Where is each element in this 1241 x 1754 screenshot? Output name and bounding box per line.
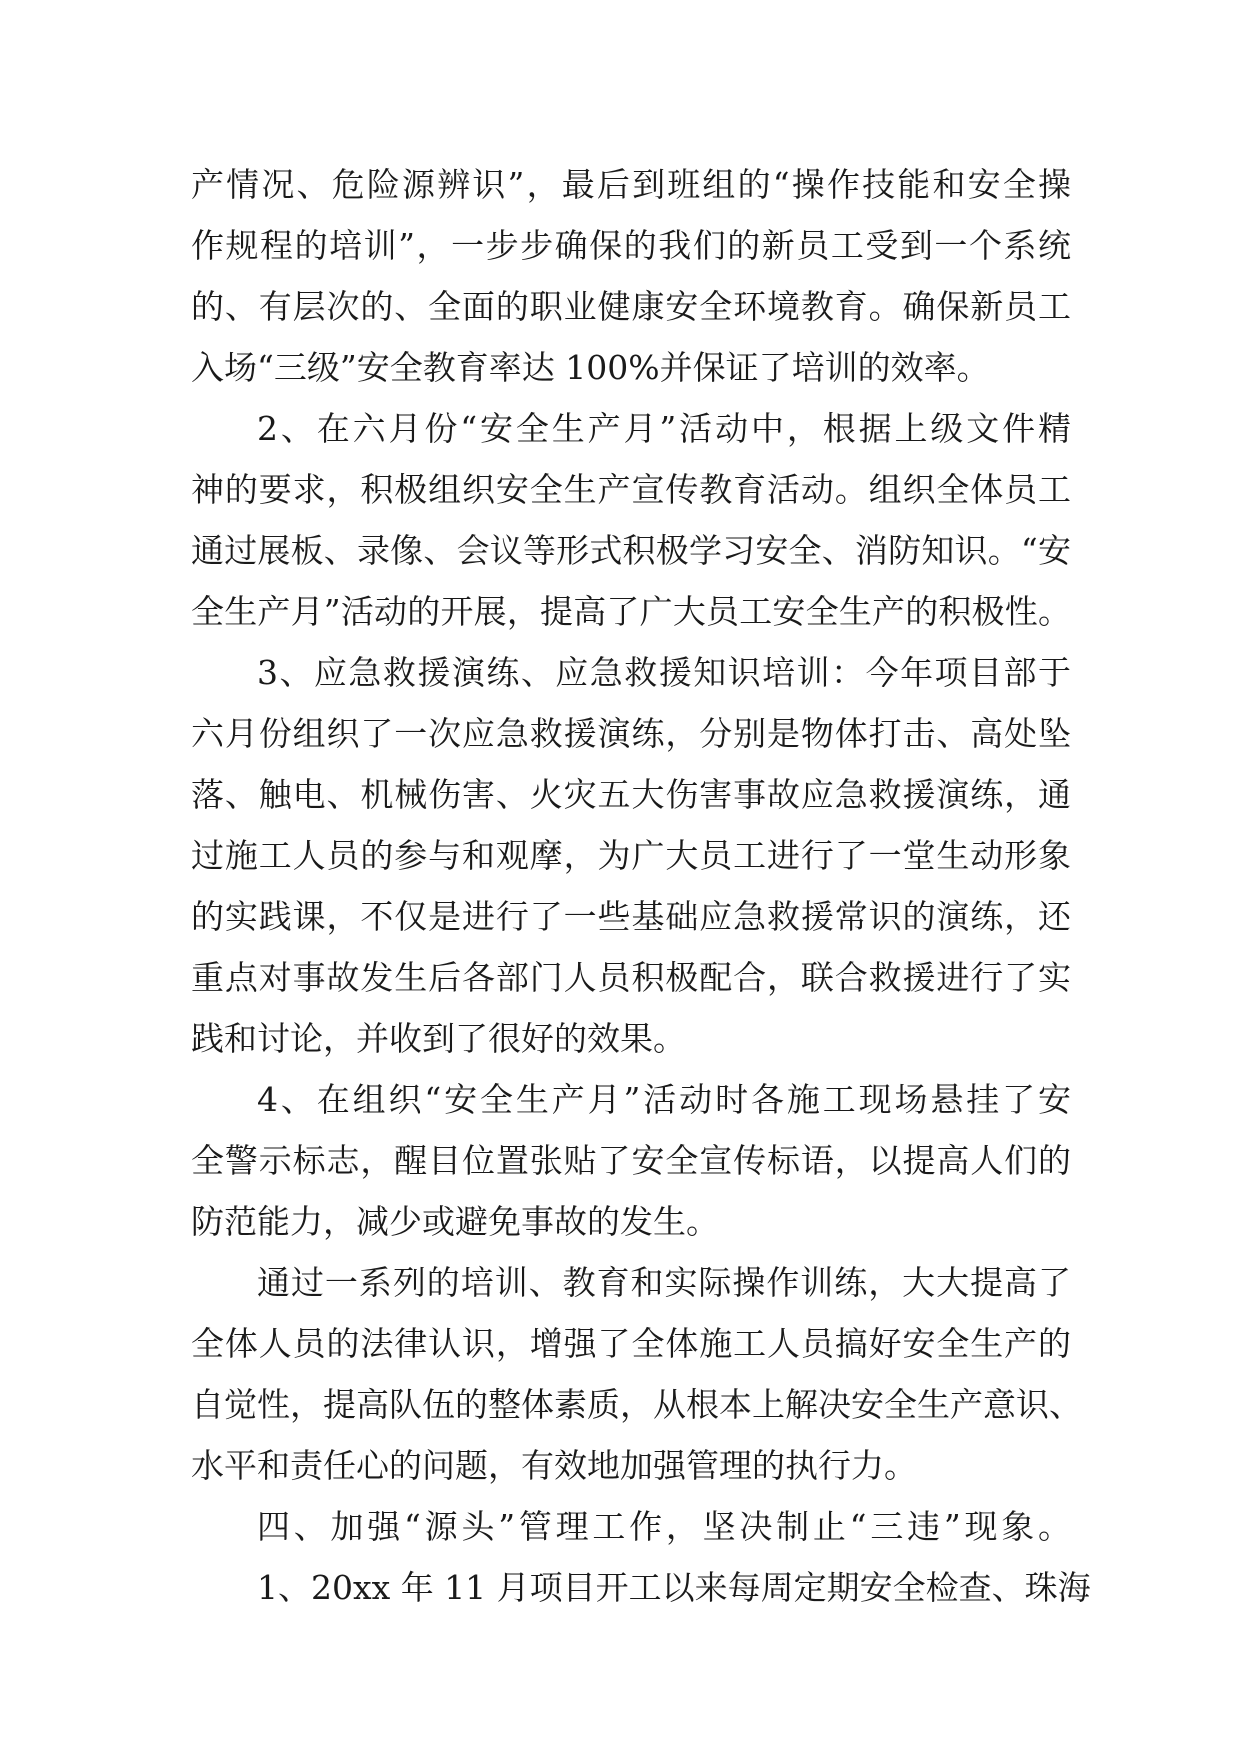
text-line: 全生产月”活动的开展，提高了广大员工安全生产的积极性。 [191, 592, 1071, 631]
text-line: 作规程的培训”，一步步确保的我们的新员工受到一个系统 [191, 226, 1071, 265]
text-line: 通过一系列的培训、教育和实际操作训练，大大提高了 [257, 1263, 1071, 1302]
document-body [191, 154, 1091, 1618]
text-line: 全体人员的法律认识，增强了全体施工人员搞好安全生产的 [191, 1324, 1071, 1363]
text-line: 1、20xx 年 11 月项目开工以来每周定期安全检查、珠海 [257, 1568, 1091, 1607]
text-line: 的、有层次的、全面的职业健康安全环境教育。确保新员工 [191, 287, 1071, 326]
text-line: 践和讨论，并收到了很好的效果。 [191, 1019, 686, 1058]
text-line: 3、应急救援演练、应急救援知识培训：今年项目部于 [257, 653, 1071, 692]
text-line: 通过展板、录像、会议等形式积极学习安全、消防知识。“安 [191, 531, 1071, 570]
text-line: 六月份组织了一次应急救援演练，分别是物体打击、高处坠 [191, 714, 1071, 753]
text-line: 四、加强“源头”管理工作，坚决制止“三违”现象。 [257, 1507, 1071, 1546]
text-line: 重点对事故发生后各部门人员积极配合，联合救援进行了实 [191, 958, 1071, 997]
text-line: 的实践课，不仅是进行了一些基础应急救援常识的演练，还 [191, 897, 1071, 936]
text-line: 神的要求，积极组织安全生产宣传教育活动。组织全体员工 [191, 470, 1071, 509]
text-line: 落、触电、机械伤害、火灾五大伤害事故应急救援演练，通 [191, 775, 1071, 814]
text-line: 过施工人员的参与和观摩，为广大员工进行了一堂生动形象 [191, 836, 1071, 875]
text-line: 2、在六月份“安全生产月”活动中，根据上级文件精 [257, 409, 1071, 448]
text-line: 全警示标志，醒目位置张贴了安全宣传标语，以提高人们的 [191, 1141, 1071, 1180]
text-line: 产情况、危险源辨识”，最后到班组的“操作技能和安全操 [191, 165, 1071, 204]
text-line: 水平和责任心的问题，有效地加强管理的执行力。 [191, 1446, 917, 1485]
text-line: 4、在组织“安全生产月”活动时各施工现场悬挂了安 [257, 1080, 1071, 1119]
text-line: 自觉性，提高队伍的整体素质，从根本上解决安全生产意识、 [191, 1385, 1082, 1424]
text-line: 入场“三级”安全教育率达 100%并保证了培训的效率。 [191, 348, 990, 387]
text-line: 防范能力，减少或避免事故的发生。 [191, 1202, 719, 1241]
